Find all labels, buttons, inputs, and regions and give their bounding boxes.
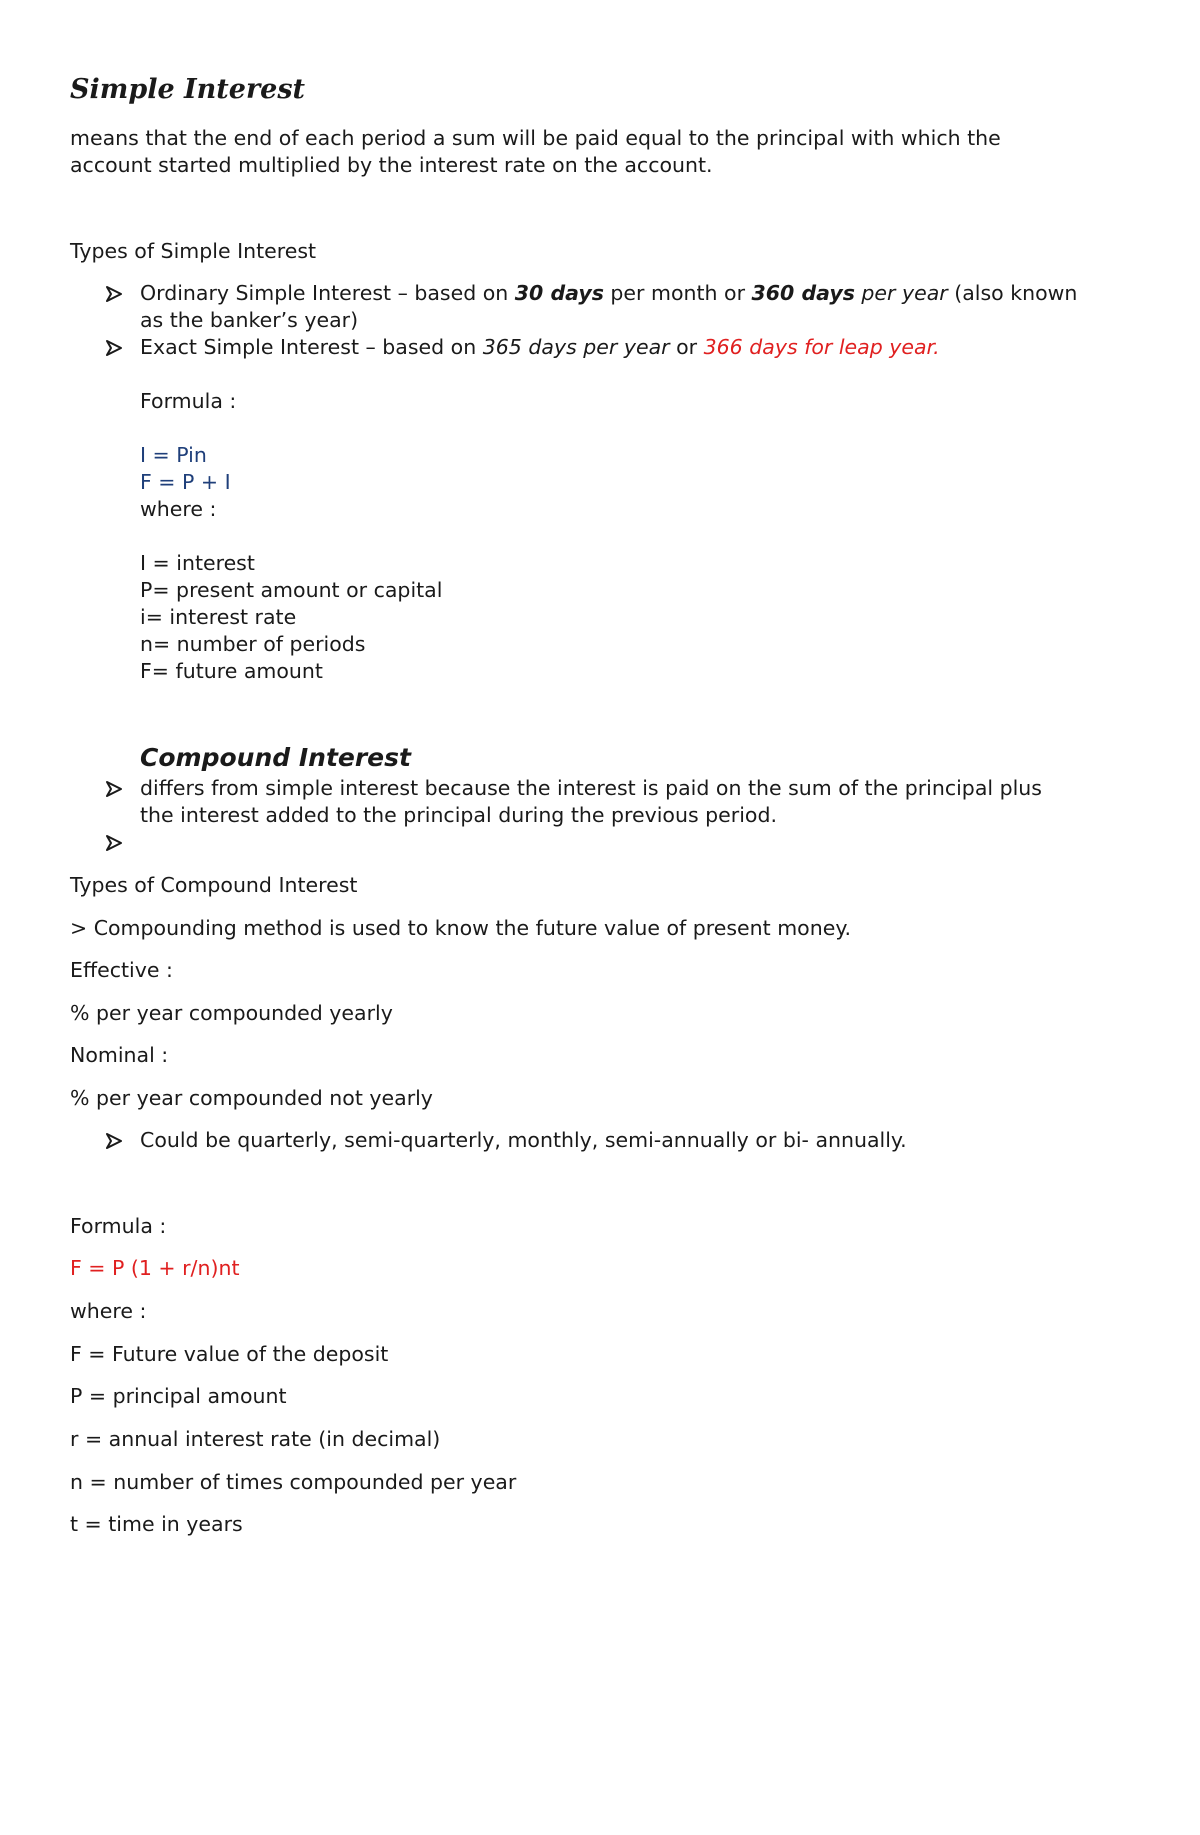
types-of-simple-interest-heading: Types of Simple Interest xyxy=(70,239,317,263)
compound-def-item: n = number of times compounded per year xyxy=(70,1470,517,1494)
simple-def-item: P= present amount or capital xyxy=(140,578,443,602)
compound-def-item: P = principal amount xyxy=(70,1384,287,1408)
ordinary-days-year: 360 days xyxy=(751,281,855,305)
exact-prefix: Exact Simple Interest – based on xyxy=(140,335,483,359)
ordinary-prefix: Ordinary Simple Interest – based on xyxy=(140,281,515,305)
nominal-label: Nominal : xyxy=(70,1043,169,1067)
arrowhead-bullet-icon xyxy=(104,1131,124,1151)
simple-formula-label: Formula : xyxy=(140,389,237,413)
nominal-description: % per year compounded not yearly xyxy=(70,1086,433,1110)
exact-simple-interest-item xyxy=(140,334,940,361)
types-of-compound-interest-heading: Types of Compound Interest xyxy=(70,873,358,897)
exact-days-365: 365 days per year xyxy=(482,335,670,359)
simple-formula-future: F = P + I xyxy=(140,470,231,494)
simple-where-label: where : xyxy=(140,497,217,521)
simple-def-item: n= number of periods xyxy=(140,632,366,656)
compounding-method-text: > Compounding method is used to know the future value of present money. xyxy=(70,916,852,940)
ordinary-suffix: (also known xyxy=(947,281,1078,305)
compound-definition-line1: differs from simple interest because the interest is paid on the sum of the principal plus xyxy=(140,776,1042,800)
effective-description: % per year compounded yearly xyxy=(70,1001,393,1025)
compound-interest-title: Compound Interest xyxy=(140,743,411,772)
ordinary-per-year: per year xyxy=(854,281,948,305)
compounding-frequency-item: Could be quarterly, semi-quarterly, monthly, semi-annually or bi- annually. xyxy=(140,1128,907,1152)
simple-interest-definition-line1: means that the end of each period a sum will be paid equal to the principal with which the xyxy=(70,126,1001,150)
arrowhead-bullet-icon xyxy=(104,779,124,799)
arrowhead-bullet-icon xyxy=(104,284,124,304)
simple-interest-title: Simple Interest xyxy=(70,74,306,105)
effective-label: Effective : xyxy=(70,958,173,982)
simple-def-item: F= future amount xyxy=(140,659,323,683)
ordinary-days-month: 30 days xyxy=(514,281,604,305)
simple-interest-definition-line2: account started multiplied by the interest rate on the account. xyxy=(70,153,713,177)
ordinary-simple-interest-item xyxy=(140,280,1077,307)
compound-where-label: where : xyxy=(70,1299,147,1323)
simple-def-item: i= interest rate xyxy=(140,605,297,629)
ordinary-mid: per month or xyxy=(603,281,752,305)
exact-days-366: 366 days for leap year. xyxy=(703,335,940,359)
arrowhead-bullet-icon xyxy=(104,833,124,853)
exact-or: or xyxy=(669,335,704,359)
simple-def-item: I = interest xyxy=(140,551,255,575)
simple-formula-interest: I = Pin xyxy=(140,443,207,467)
ordinary-simple-interest-line2: as the banker’s year) xyxy=(140,308,359,332)
compound-formula-label: Formula : xyxy=(70,1214,167,1238)
compound-def-item: t = time in years xyxy=(70,1512,243,1536)
compound-formula: F = P (1 + r/n)nt xyxy=(70,1256,240,1280)
arrowhead-bullet-icon xyxy=(104,338,124,358)
compound-def-item: F = Future value of the deposit xyxy=(70,1342,389,1366)
compound-def-item: r = annual interest rate (in decimal) xyxy=(70,1427,441,1451)
compound-definition-line2: the interest added to the principal during the previous period. xyxy=(140,803,777,827)
